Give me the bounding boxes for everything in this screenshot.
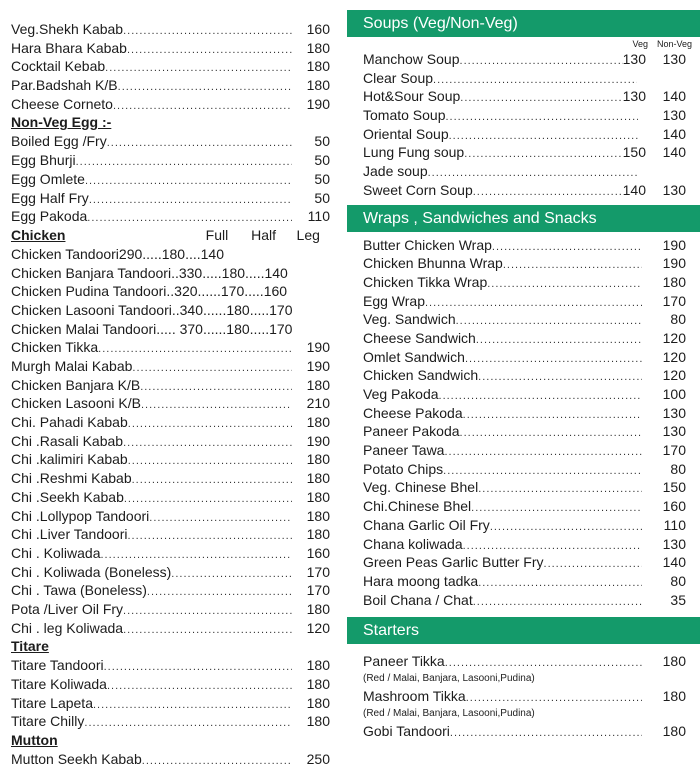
menu-item: Veg. Sandwich ..... 80 bbox=[347, 310, 700, 329]
menu-item: Cheese Pakoda ..... 130 bbox=[347, 404, 700, 423]
chicken-heading bbox=[0, 226, 342, 245]
veg-kabab-list bbox=[0, 20, 342, 113]
wraps-list bbox=[347, 236, 700, 610]
menu-item: Clear Soup ..... bbox=[347, 69, 700, 88]
col-full-label: Full bbox=[205, 226, 229, 243]
menu-item: Chicken Lasooni K/B ..... 210 bbox=[0, 394, 342, 413]
wraps-header: Wraps , Sandwiches and Snacks bbox=[347, 205, 700, 232]
non-veg-egg-heading: Non-Veg Egg :- bbox=[11, 114, 112, 131]
menu-item: Mashroom Tikka ..... 180 bbox=[347, 687, 700, 706]
menu-item: Hara Bhara Kabab ..... 180 bbox=[0, 39, 342, 58]
menu-item: Manchow Soup ..... 130 130 bbox=[347, 50, 700, 69]
menu-item: Chi . leg Koliwada ..... 120 bbox=[0, 619, 342, 638]
menu-item-multi: Chicken Pudina Tandoori ..320......170.....160 bbox=[11, 283, 288, 300]
col-leg-label: Leg bbox=[296, 226, 320, 243]
menu-item: Butter Chicken Wrap ..... 190 bbox=[347, 236, 700, 255]
soups-column-labels bbox=[347, 39, 700, 50]
menu-item: Chi . Koliwada (Boneless) ..... 170 bbox=[0, 563, 342, 582]
mutton-list bbox=[0, 750, 342, 769]
mutton-heading: Mutton bbox=[11, 732, 58, 749]
menu-item: Chi .kalimiri Kabab ..... 180 bbox=[0, 450, 342, 469]
menu-item: Chi . Koliwada ..... 160 bbox=[0, 544, 342, 563]
menu-item: Green Peas Garlic Butter Fry ..... 140 bbox=[347, 553, 700, 572]
chicken-title: Chicken bbox=[11, 226, 66, 243]
left-column bbox=[0, 20, 342, 769]
menu-item: Titare Tandoori ..... 180 bbox=[0, 656, 342, 675]
menu-item: Lung Fung soup ..... 150 140 bbox=[347, 143, 700, 162]
menu-item: Chicken Tikka ..... 190 bbox=[0, 338, 342, 357]
menu-item: Boiled Egg /Fry ..... 50 bbox=[0, 132, 342, 151]
menu-item: Egg Omlete ..... 50 bbox=[0, 170, 342, 189]
menu-item: Paneer Tawa ..... 170 bbox=[347, 441, 700, 460]
menu-item: Egg Half Fry ..... 50 bbox=[0, 189, 342, 208]
menu-item: Veg. Chinese Bhel ..... 150 bbox=[347, 478, 700, 497]
menu-item-multi: Chicken Banjara Tandoori ..330.....180.....140 bbox=[11, 264, 288, 281]
menu-item: Titare Chilly ..... 180 bbox=[0, 712, 342, 731]
menu-item: Hot&Sour Soup ..... 130 140 bbox=[347, 87, 700, 106]
menu-item: Potato Chips ..... 80 bbox=[347, 460, 700, 479]
titare-list bbox=[0, 656, 342, 731]
menu-item: Chi .Liver Tandoori ..... 180 bbox=[0, 525, 342, 544]
right-column bbox=[347, 10, 700, 740]
menu-item: Chicken Banjara K/B ..... 180 bbox=[0, 376, 342, 395]
titare-heading: Titare bbox=[11, 638, 49, 655]
menu-item: Titare Lapeta ..... 180 bbox=[0, 694, 342, 713]
menu-item: Cheese Sandwich ..... 120 bbox=[347, 329, 700, 348]
menu-item: Mutton Seekh Kabab ..... 250 bbox=[0, 750, 342, 769]
item-note: (Red / Malai, Banjara, Lasooni,Pudina) bbox=[363, 672, 535, 684]
menu-item: Chi.Chinese Bhel ..... 160 bbox=[347, 497, 700, 516]
menu-item: Par.Badshah K/B ..... 180 bbox=[0, 76, 342, 95]
soups-list bbox=[347, 50, 700, 200]
menu-item: Omlet Sandwich ..... 120 bbox=[347, 348, 700, 367]
menu-item: Egg Bhurji ..... 50 bbox=[0, 151, 342, 170]
menu-item: Chicken Tikka Wrap ..... 180 bbox=[347, 273, 700, 292]
menu-item: Paneer Tikka ..... 180 bbox=[347, 652, 700, 671]
item-note: (Red / Malai, Banjara, Lasooni,Pudina) bbox=[363, 707, 535, 719]
menu-item: Murgh Malai Kabab ..... 190 bbox=[0, 357, 342, 376]
soups-header: Soups (Veg/Non-Veg) bbox=[347, 10, 700, 37]
menu-item: Egg Wrap ..... 170 bbox=[347, 292, 700, 311]
egg-list bbox=[0, 132, 342, 225]
menu-item: Paneer Pakoda ..... 130 bbox=[347, 422, 700, 441]
menu-item: Pota /Liver Oil Fry ..... 180 bbox=[0, 600, 342, 619]
menu-item: Egg Pakoda ..... 110 bbox=[0, 207, 342, 226]
menu-item: Oriental Soup ..... 140 bbox=[347, 125, 700, 144]
menu-item: Chana koliwada ..... 130 bbox=[347, 535, 700, 554]
veg-label: Veg bbox=[632, 39, 648, 49]
menu-item-multi: Chicken Tandoori 290.....180....140 bbox=[11, 245, 225, 262]
menu-item: Chi .Seekh Kabab ..... 180 bbox=[0, 488, 342, 507]
menu-item: Jade soup ..... bbox=[347, 162, 700, 181]
menu-item: Sweet Corn Soup ..... 140 130 bbox=[347, 181, 700, 200]
menu-item: Chicken Bhunna Wrap ..... 190 bbox=[347, 254, 700, 273]
menu-item: Gobi Tandoori ..... 180 bbox=[347, 722, 700, 741]
menu-item: Boil Chana / Chat ..... 35 bbox=[347, 591, 700, 610]
nonveg-label: Non-Veg bbox=[656, 39, 692, 49]
chicken-list bbox=[0, 338, 342, 637]
menu-item: Cheese Corneto ..... 190 bbox=[0, 95, 342, 114]
menu-item-multi: Chicken Malai Tandoori ..... 370......180.....170 bbox=[11, 320, 293, 337]
starters-header: Starters bbox=[347, 617, 700, 644]
menu-item: Chi .Rasali Kabab ..... 190 bbox=[0, 432, 342, 451]
col-half-label: Half bbox=[251, 226, 276, 243]
menu-item: Chicken Sandwich ..... 120 bbox=[347, 366, 700, 385]
chicken-tandoori-list bbox=[0, 245, 342, 338]
menu-item: Chi .Reshmi Kabab ..... 180 bbox=[0, 469, 342, 488]
menu-item: Chana Garlic Oil Fry ..... 110 bbox=[347, 516, 700, 535]
menu-item: Cocktail Kebab ..... 180 bbox=[0, 57, 342, 76]
menu-item: Hara moong tadka ..... 80 bbox=[347, 572, 700, 591]
menu-item: Chi . Tawa (Boneless) ..... 170 bbox=[0, 581, 342, 600]
menu-item: Titare Koliwada ..... 180 bbox=[0, 675, 342, 694]
menu-item: Tomato Soup ..... 130 bbox=[347, 106, 700, 125]
menu-item-multi: Chicken Lasooni Tandoori ..340......180.....170 bbox=[11, 301, 293, 318]
menu-item: Veg Pakoda ..... 100 bbox=[347, 385, 700, 404]
menu-item: Chi .Lollypop Tandoori ..... 180 bbox=[0, 507, 342, 526]
menu-item: Veg.Shekh Kabab ..... 160 bbox=[0, 20, 342, 39]
menu-item: Chi. Pahadi Kabab ..... 180 bbox=[0, 413, 342, 432]
starters-list bbox=[347, 652, 700, 740]
